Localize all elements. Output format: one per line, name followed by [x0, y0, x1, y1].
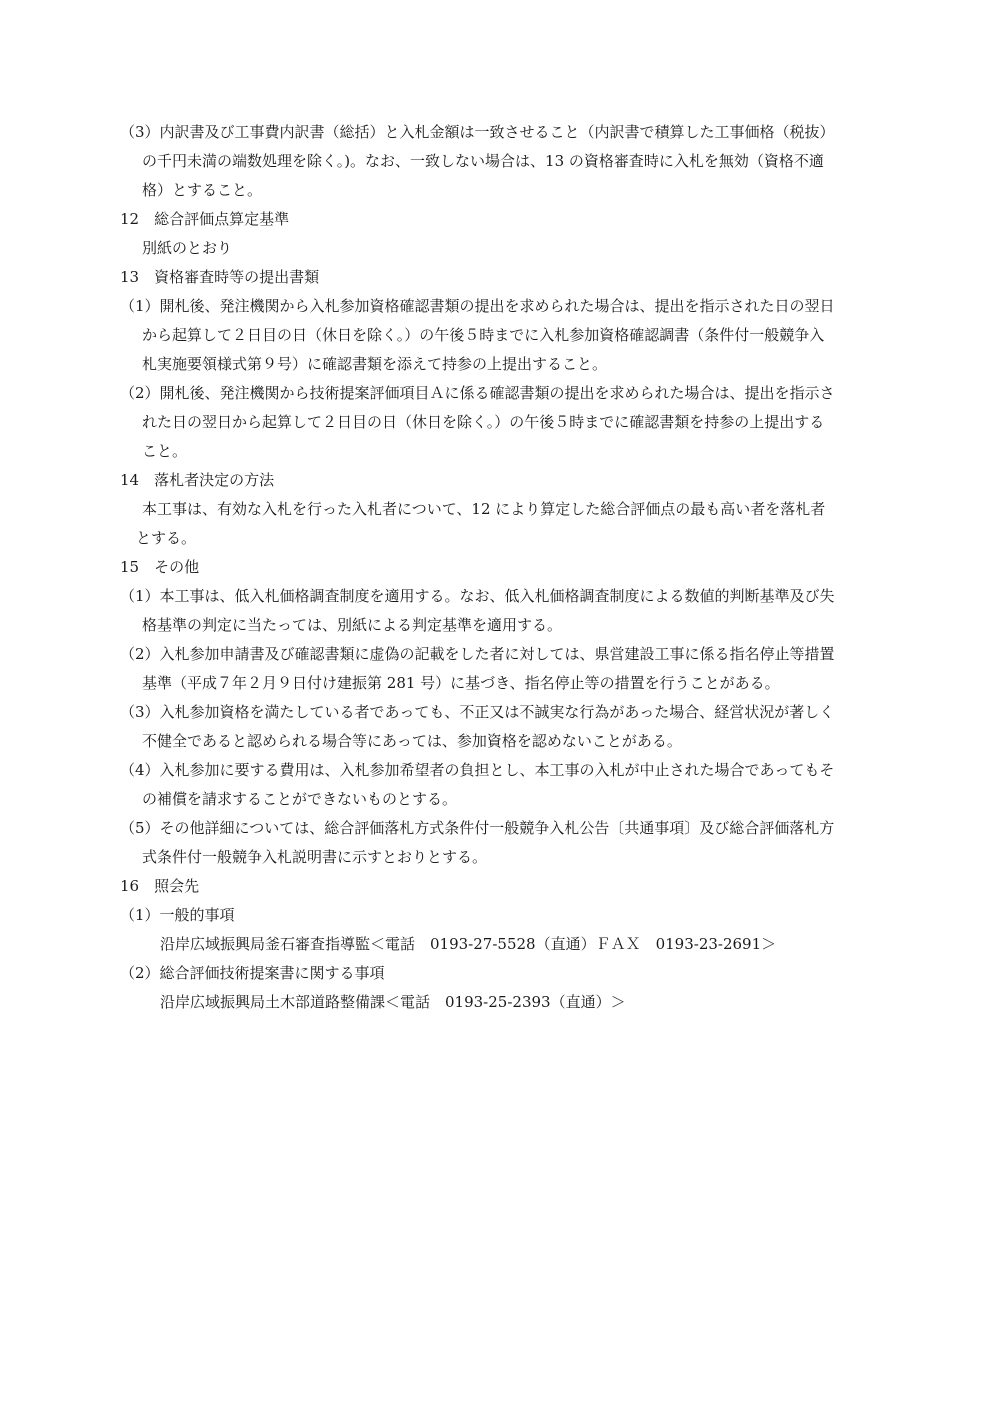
text-line: 13 資格審査時等の提出書類 [120, 268, 320, 286]
text-line: 札実施要領様式第９号）に確認書類を添えて持参の上提出すること。 [142, 355, 608, 373]
text-line: 別紙のとおり [142, 239, 233, 257]
text-line: （4）入札参加に要する費用は、入札参加希望者の負担とし、本工事の入札が中止された場合であってもそ [120, 761, 835, 779]
text-line: こと。 [142, 442, 188, 460]
text-line: 本工事は、有効な入札を行った入札者について、12 により算定した総合評価点の最も高い者を落札者 [142, 500, 826, 518]
text-line: 格）とすること。 [142, 181, 263, 199]
text-line: 沿岸広域振興局土木部道路整備課＜電話 0193-25-2393（直通）＞ [160, 993, 626, 1011]
text-line: （3）内訳書及び工事費内訳書（総括）と入札金額は一致させること（内訳書で積算した工事価格（税抜） [120, 123, 835, 141]
text-line: 格基準の判定に当たっては、別紙による判定基準を適用する。 [142, 616, 563, 634]
text-line: 不健全であると認められる場合等にあっては、参加資格を認めないことがある。 [142, 732, 682, 750]
text-line: 式条件付一般競争入札説明書に示すとおりとする。 [142, 848, 488, 866]
text-line: 16 照会先 [120, 877, 200, 895]
text-line: 基準（平成７年２月９日付け建振第 281 号）に基づき、指名停止等の措置を行うことがある。 [142, 674, 780, 692]
text-line: （3）入札参加資格を満たしている者であっても、不正又は不誠実な行為があった場合、経営状況が著しく [120, 703, 835, 721]
text-line: 14 落札者決定の方法 [120, 471, 275, 489]
text-line: 12 総合評価点算定基準 [120, 210, 290, 228]
text-line: れた日の翌日から起算して２日目の日（休日を除く。）の午後５時までに確認書類を持参の上提出する [142, 413, 825, 431]
text-line: の千円未満の端数処理を除く。)。なお、一致しない場合は、13 の資格審査時に入札を無効（資格不適 [142, 152, 824, 170]
text-line: （2）開札後、発注機関から技術提案評価項目Ａに係る確認書類の提出を求められた場合は、提出を指示さ [120, 384, 835, 402]
text-line: （1）開札後、発注機関から入札参加資格確認書類の提出を求められた場合は、提出を指示された日の翌日 [120, 297, 835, 315]
text-line: 15 その他 [120, 558, 200, 576]
text-line: 沿岸広域振興局釜石審査指導監＜電話 0193-27-5528（直通）ＦＡＸ 0193-23-2691＞ [160, 935, 777, 953]
text-line: （1）一般的事項 [120, 906, 235, 924]
text-line: （5）その他詳細については、総合評価落札方式条件付一般競争入札公告〔共通事項〕及び総合評価落札方 [120, 819, 835, 837]
text-line: から起算して２日目の日（休日を除く。）の午後５時までに入札参加資格確認調書（条件付一般競争入 [142, 326, 825, 344]
text-line: （1）本工事は、低入札価格調査制度を適用する。なお、低入札価格調査制度による数値的判断基準及び失 [120, 587, 835, 605]
document-body [120, 118, 882, 1017]
text-line: （2）総合評価技術提案書に関する事項 [120, 964, 385, 982]
text-line: とする。 [136, 529, 197, 547]
text-line: （2）入札参加申請書及び確認書類に虚偽の記載をした者に対しては、県営建設工事に係る指名停止等措置 [120, 645, 835, 663]
text-line: の補償を請求することができないものとする。 [142, 790, 458, 808]
